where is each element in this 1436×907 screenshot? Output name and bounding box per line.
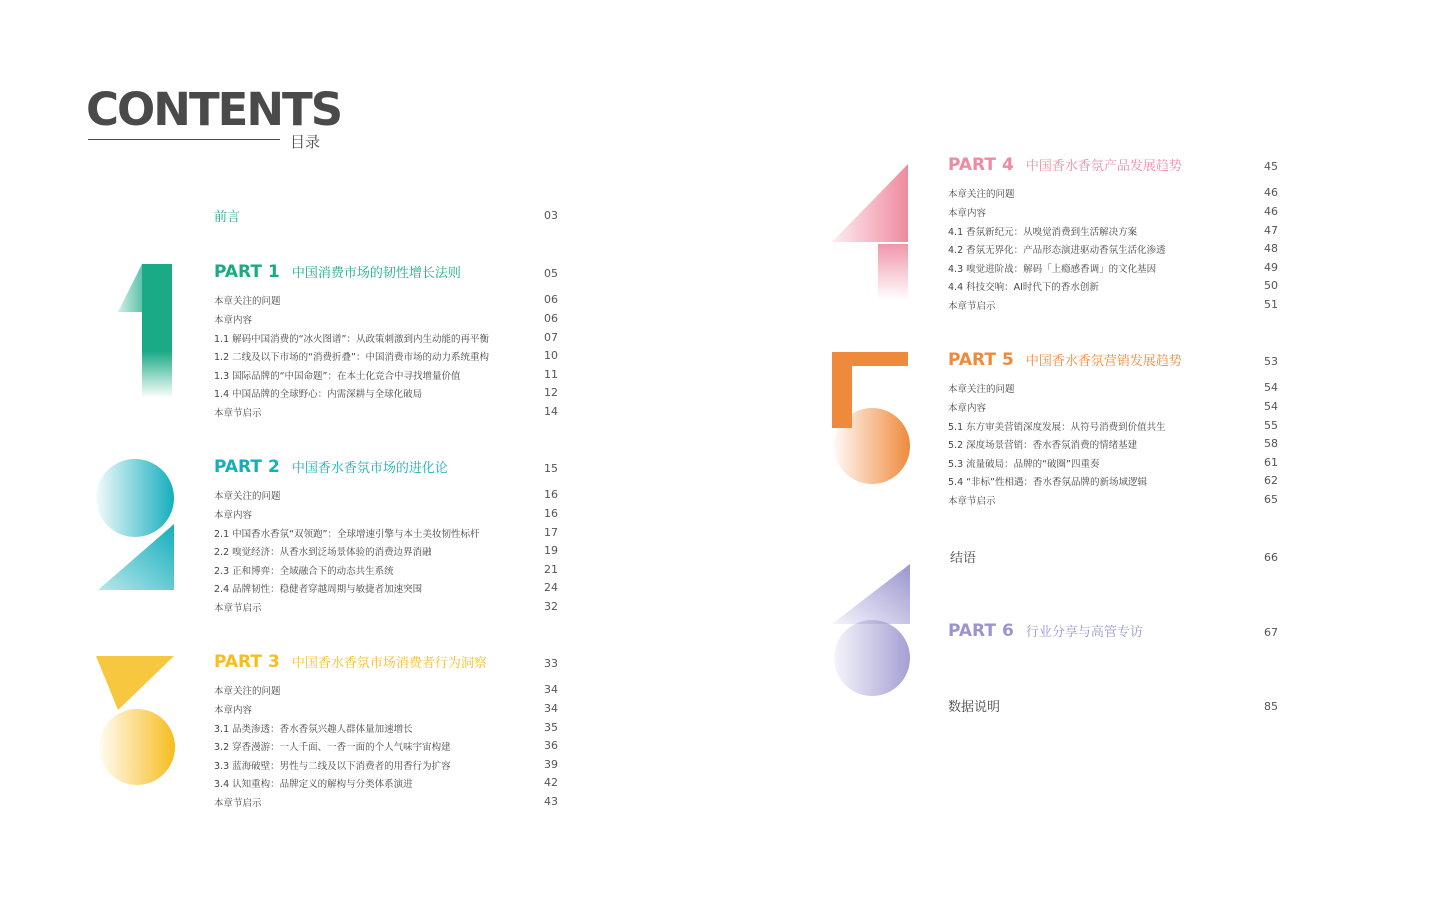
part-title: 中国香水香氛产品发展趋势 [1025, 159, 1182, 174]
list-item-page: 39 [544, 758, 558, 771]
list-item[interactable]: 本章关注的问题 [214, 296, 281, 307]
preface-title[interactable]: 前言 [214, 210, 241, 225]
numeral-5-graphic [830, 350, 914, 488]
list-item-page: 19 [544, 544, 558, 557]
part-1-page: 05 [544, 267, 558, 280]
numeral-2-graphic [94, 458, 178, 592]
list-item[interactable]: 1.2 二线及以下市场的“消费折叠”：中国消费市场的动力系统重构 [214, 352, 489, 363]
list-item-page: 17 [544, 526, 558, 539]
list-item-page: 07 [544, 331, 558, 344]
part-5-heading[interactable] [948, 350, 1182, 370]
part-label: PART [214, 652, 262, 672]
list-item[interactable]: 5.2 深度场景营销：香水香氛消费的情绪基建 [948, 440, 1138, 451]
list-item[interactable]: 本章节启示 [214, 798, 262, 809]
list-item[interactable]: 3.3 蓝海破壁：男性与二线及以下消费者的用香行为扩容 [214, 761, 451, 772]
conclusion-page: 66 [1264, 551, 1278, 564]
list-item-page: 32 [544, 600, 558, 613]
list-item[interactable]: 本章内容 [214, 705, 253, 716]
part-title: 中国香水香氛营销发展趋势 [1025, 354, 1182, 369]
part-3-heading[interactable] [214, 652, 487, 672]
contents-subtitle: 目录 [290, 133, 321, 151]
part-1-heading[interactable] [214, 262, 461, 282]
list-item-page: 14 [544, 405, 558, 418]
list-item-page: 12 [544, 386, 558, 399]
list-item[interactable]: 3.1 品类渗透：香水香氛兴趣人群体量加速增长 [214, 724, 413, 735]
list-item-page: 62 [1264, 474, 1278, 487]
header-divider [88, 139, 280, 140]
list-item[interactable]: 4.4 科技交响：AI时代下的香水创新 [948, 282, 1099, 293]
part-number: 5 [1001, 350, 1014, 370]
list-item[interactable]: 5.4 “非标”性相遇：香水香氛品牌的新场域逻辑 [948, 477, 1147, 488]
list-item-page: 36 [544, 739, 558, 752]
numeral-6-graphic [830, 560, 914, 700]
list-item-page: 43 [544, 795, 558, 808]
list-item[interactable]: 5.1 东方审美营销深度发展：从符号消费到价值共生 [948, 422, 1166, 433]
list-item-page: 55 [1264, 419, 1278, 432]
list-item[interactable]: 本章关注的问题 [214, 491, 281, 502]
part-number: 1 [267, 262, 280, 282]
part-4-page: 45 [1264, 160, 1278, 173]
part-4-heading[interactable] [948, 155, 1182, 175]
list-item-page: 42 [544, 776, 558, 789]
part-6-heading[interactable] [948, 621, 1143, 641]
list-item-page: 51 [1264, 298, 1278, 311]
list-item[interactable]: 本章节启示 [214, 603, 262, 614]
part-title: 行业分享与高管专访 [1025, 625, 1143, 640]
list-item[interactable]: 4.1 香氛新纪元：从嗅觉消费到生活解决方案 [948, 227, 1138, 238]
data-note-title[interactable]: 数据说明 [948, 700, 1001, 715]
numeral-3-graphic [96, 654, 180, 788]
list-item[interactable]: 4.3 嗅觉进阶战：解码「上瘾感香调」的文化基因 [948, 264, 1157, 275]
contents-title: CONTENTS [86, 83, 342, 136]
list-item-page: 46 [1264, 205, 1278, 218]
list-item-page: 54 [1264, 400, 1278, 413]
list-item[interactable]: 本章内容 [948, 403, 987, 414]
part-3-page: 33 [544, 657, 558, 670]
list-item-page: 35 [544, 721, 558, 734]
numeral-4-graphic [830, 162, 914, 300]
list-item[interactable]: 本章关注的问题 [214, 686, 281, 697]
part-number: 6 [1001, 621, 1014, 641]
list-item[interactable]: 1.4 中国品牌的全球野心：内需深耕与全球化破局 [214, 389, 423, 400]
list-item-page: 54 [1264, 381, 1278, 394]
list-item-page: 24 [544, 581, 558, 594]
list-item[interactable]: 3.2 穿香漫游：一人千面、一香一面的个人气味宇宙构建 [214, 742, 451, 753]
numeral-1-graphic [114, 262, 176, 398]
part-number: 2 [267, 457, 280, 477]
list-item[interactable]: 本章关注的问题 [948, 384, 1015, 395]
part-title: 中国香水香氛市场的进化论 [291, 461, 448, 476]
contents-header [86, 83, 342, 154]
list-item-page: 16 [544, 507, 558, 520]
preface-page: 03 [544, 209, 558, 222]
list-item[interactable]: 2.2 嗅觉经济：从香水到泛场景体验的消费边界消融 [214, 547, 432, 558]
list-item-page: 34 [544, 702, 558, 715]
list-item-page: 34 [544, 683, 558, 696]
list-item-page: 61 [1264, 456, 1278, 469]
list-item-page: 49 [1264, 261, 1278, 274]
list-item[interactable]: 2.1 中国香水香氛“双领跑”：全球增速引擎与本土美妆韧性标杆 [214, 529, 480, 540]
part-number: 3 [267, 652, 280, 672]
list-item-page: 58 [1264, 437, 1278, 450]
list-item-page: 06 [544, 293, 558, 306]
part-label: PART [214, 262, 262, 282]
list-item-page: 47 [1264, 224, 1278, 237]
list-item[interactable]: 4.2 香氛无界化：产品形态演进驱动香氛生活化渗透 [948, 245, 1166, 256]
list-item[interactable]: 本章节启示 [948, 496, 996, 507]
list-item[interactable]: 3.4 认知重构：品牌定义的解构与分类体系演进 [214, 779, 413, 790]
part-title: 中国消费市场的韧性增长法则 [291, 266, 461, 281]
list-item[interactable]: 本章内容 [214, 510, 253, 521]
list-item-page: 48 [1264, 242, 1278, 255]
list-item-page: 06 [544, 312, 558, 325]
conclusion-title[interactable]: 结语 [950, 551, 977, 566]
part-number: 4 [1001, 155, 1014, 175]
part-label: PART [948, 350, 996, 370]
part-label: PART [948, 155, 996, 175]
part-6-page: 67 [1264, 626, 1278, 639]
part-label: PART [214, 457, 262, 477]
list-item-page: 16 [544, 488, 558, 501]
part-5-page: 53 [1264, 355, 1278, 368]
part-title: 中国香水香氛市场消费者行为洞察 [291, 656, 487, 671]
part-2-heading[interactable] [214, 457, 448, 477]
part-label: PART [948, 621, 996, 641]
list-item[interactable]: 5.3 流量破局：品牌的“破圈”四重奏 [948, 459, 1100, 470]
list-item[interactable]: 本章内容 [214, 315, 253, 326]
list-item[interactable]: 本章节启示 [948, 301, 996, 312]
list-item[interactable]: 本章内容 [948, 208, 987, 219]
list-item-page: 46 [1264, 186, 1278, 199]
list-item[interactable]: 2.4 品牌韧性：稳健者穿越周期与敏捷者加速突围 [214, 584, 423, 595]
part-2-page: 15 [544, 462, 558, 475]
list-item-page: 21 [544, 563, 558, 576]
list-item[interactable]: 本章关注的问题 [948, 189, 1015, 200]
data-note-page: 85 [1264, 700, 1278, 713]
list-item-page: 50 [1264, 279, 1278, 292]
list-item-page: 65 [1264, 493, 1278, 506]
list-item[interactable]: 2.3 正和博弈：全域融合下的动态共生系统 [214, 566, 394, 577]
list-item[interactable]: 1.3 国际品牌的“中国命题”：在本土化竞合中寻找增量价值 [214, 371, 461, 382]
list-item[interactable]: 1.1 解码中国消费的“冰火图谱”：从政策刺激到内生动能的再平衡 [214, 334, 489, 345]
list-item-page: 11 [544, 368, 558, 381]
list-item-page: 10 [544, 349, 558, 362]
list-item[interactable]: 本章节启示 [214, 408, 262, 419]
